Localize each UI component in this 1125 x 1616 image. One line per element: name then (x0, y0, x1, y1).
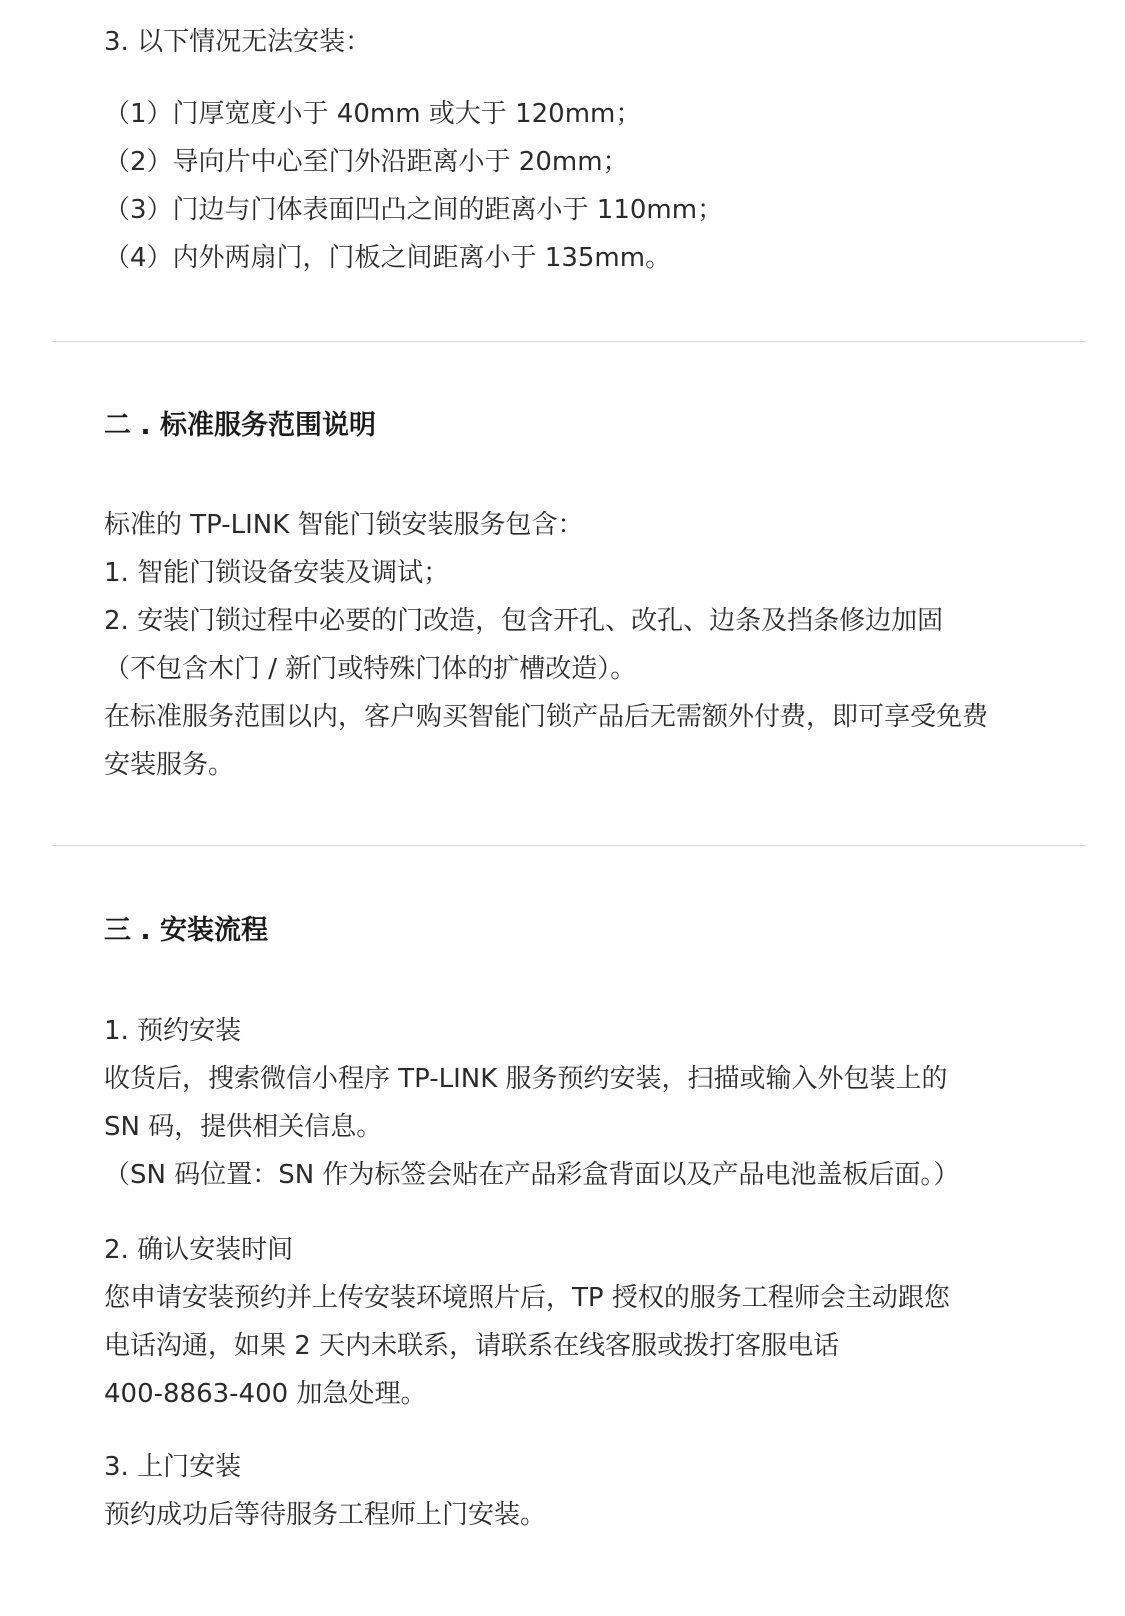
paragraph-line: 1. 智能门锁设备安装及调试； (104, 558, 450, 588)
install-conditions-block (104, 18, 1074, 282)
install-process-section (104, 907, 1074, 955)
step-line: SN 码，提供相关信息。 (104, 1112, 383, 1142)
step-line: 预约成功后等待服务工程师上门安装。 (104, 1500, 547, 1530)
step-title: 2. 确认安装时间 (104, 1235, 294, 1265)
standard-service-section (104, 402, 1074, 450)
conditions-heading: 3. 以下情况无法安装： (104, 27, 372, 57)
step-title: 1. 预约安装 (104, 1016, 242, 1046)
step-line: 收货后，搜索微信小程序 TP-LINK 服务预约安装，扫描或输入外包装上的 (104, 1064, 948, 1094)
section-title: 二 . 标准服务范围说明 (104, 410, 377, 441)
condition-item: （3）门边与门体表面凹凸之间的距离小于 110mm； (104, 195, 724, 225)
paragraph-line: （不包含木门 / 新门或特殊门体的扩槽改造）。 (104, 654, 637, 684)
paragraph-line: 安装服务。 (104, 750, 235, 780)
step-line: 400-8863-400 加急处理。 (104, 1379, 427, 1409)
standard-service-body (104, 501, 1074, 789)
step-title: 3. 上门安装 (104, 1452, 242, 1482)
step-line: 您申请安装预约并上传安装环境照片后，TP 授权的服务工程师会主动跟您 (104, 1283, 950, 1313)
condition-item: （2）导向片中心至门外沿距离小于 20mm； (104, 147, 629, 177)
step-line: 电话沟通，如果 2 天内未联系，请联系在线客服或拨打客服电话 (104, 1331, 840, 1361)
section-divider (52, 845, 1086, 846)
paragraph-line: 在标准服务范围以内，客户购买智能门锁产品后无需额外付费，即可享受免费 (104, 702, 989, 732)
condition-item: （4）内外两扇门，门板之间距离小于 135mm。 (104, 243, 672, 273)
condition-item: （1）门厚宽度小于 40mm 或大于 120mm； (104, 99, 642, 129)
process-step-3 (104, 1443, 1074, 1539)
paragraph-line: 标准的 TP-LINK 智能门锁安装服务包含： (104, 510, 584, 540)
section-divider (52, 341, 1086, 342)
section-title: 三 . 安装流程 (104, 915, 269, 946)
step-line: （SN 码位置：SN 作为标签会贴在产品彩盒背面以及产品电池盖板后面。） (104, 1160, 960, 1190)
process-step-1 (104, 1007, 1074, 1199)
process-step-2 (104, 1226, 1074, 1418)
paragraph-line: 2. 安装门锁过程中必要的门改造，包含开孔、改孔、边条及挡条修边加固 (104, 606, 944, 636)
